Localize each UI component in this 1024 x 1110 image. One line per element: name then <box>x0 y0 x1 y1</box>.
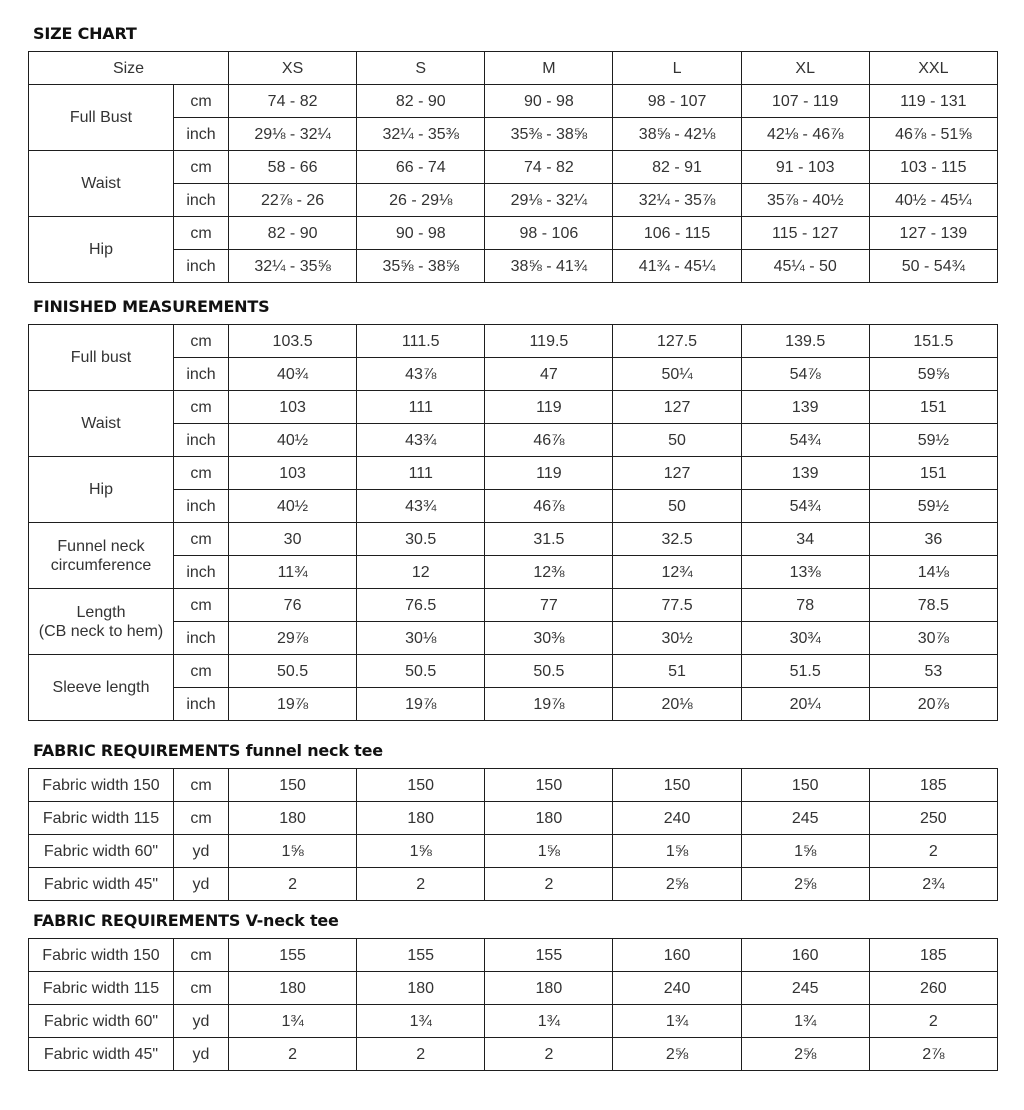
value-cell: 32¼ - 35⅞ <box>613 184 741 217</box>
fabric-funnel-table <box>28 768 998 901</box>
value-cell: 20⅛ <box>613 688 741 721</box>
measurement-label-line: Waist <box>81 415 121 432</box>
value-cell: 53 <box>869 655 997 688</box>
measurement-label <box>29 523 174 589</box>
value-cell: 46⅞ <box>485 490 613 523</box>
value-cell: 59⅝ <box>869 358 997 391</box>
value-cell: 1⅝ <box>741 835 869 868</box>
value-cell: 180 <box>229 972 357 1005</box>
value-cell: 119 <box>485 457 613 490</box>
value-cell: 30⅜ <box>485 622 613 655</box>
value-cell: 19⅞ <box>229 688 357 721</box>
unit-label: cm <box>174 769 229 802</box>
table-row <box>29 424 998 457</box>
value-cell: 22⅞ - 26 <box>229 184 357 217</box>
value-cell: 127 <box>613 391 741 424</box>
value-cell: 2 <box>869 835 997 868</box>
value-cell: 38⅝ - 42⅛ <box>613 118 741 151</box>
value-cell: 150 <box>741 769 869 802</box>
fabric-vneck-table <box>28 938 998 1071</box>
value-cell: 30¾ <box>741 622 869 655</box>
value-cell: 2⅝ <box>741 1038 869 1071</box>
value-cell: 115 - 127 <box>741 217 869 250</box>
value-cell: 155 <box>357 939 485 972</box>
value-cell: 20¼ <box>741 688 869 721</box>
table-row <box>29 622 998 655</box>
value-cell: 59½ <box>869 490 997 523</box>
value-cell: 12⅜ <box>485 556 613 589</box>
unit-label: yd <box>174 835 229 868</box>
table-row <box>29 391 998 424</box>
value-cell: 77.5 <box>613 589 741 622</box>
value-cell: 29⅛ - 32¼ <box>229 118 357 151</box>
value-cell: 29⅛ - 32¼ <box>485 184 613 217</box>
value-cell: 13⅜ <box>741 556 869 589</box>
value-cell: 30½ <box>613 622 741 655</box>
measurement-label <box>29 391 174 457</box>
unit-label: yd <box>174 1038 229 1071</box>
unit-label: cm <box>174 151 229 184</box>
fabric-width-label: Fabric width 60" <box>29 1005 174 1038</box>
value-cell: 185 <box>869 939 997 972</box>
table-row <box>29 868 998 901</box>
unit-label: cm <box>174 457 229 490</box>
fabric-vneck-title-main: FABRIC REQUIREMENTS <box>33 911 241 930</box>
value-cell: 260 <box>869 972 997 1005</box>
unit-label: inch <box>174 250 229 283</box>
finished-measurements-table <box>28 324 998 721</box>
value-cell: 40¾ <box>229 358 357 391</box>
value-cell: 1¾ <box>741 1005 869 1038</box>
measurement-label-line: circumference <box>50 556 152 574</box>
value-cell: 19⅞ <box>357 688 485 721</box>
table-row <box>29 325 998 358</box>
value-cell: 2⅞ <box>869 1038 997 1071</box>
value-cell: 36 <box>869 523 997 556</box>
fabric-vneck-title <box>33 911 339 930</box>
value-cell: 103.5 <box>229 325 357 358</box>
value-cell: 32¼ - 35⅜ <box>357 118 485 151</box>
value-cell: 1⅝ <box>229 835 357 868</box>
value-cell: 240 <box>613 972 741 1005</box>
measurement-label <box>29 589 174 655</box>
value-cell: 103 <box>229 391 357 424</box>
value-cell: 240 <box>613 802 741 835</box>
value-cell: 1¾ <box>357 1005 485 1038</box>
unit-label: inch <box>174 424 229 457</box>
value-cell: 2⅝ <box>613 868 741 901</box>
value-cell: 1⅝ <box>485 835 613 868</box>
table-row <box>29 835 998 868</box>
value-cell: 35⅜ - 38⅝ <box>485 118 613 151</box>
value-cell: 139 <box>741 391 869 424</box>
value-cell: 150 <box>613 769 741 802</box>
value-cell: 180 <box>357 802 485 835</box>
value-cell: 1⅝ <box>357 835 485 868</box>
measurement-label-line: Funnel neck <box>57 537 145 555</box>
value-cell: 250 <box>869 802 997 835</box>
value-cell: 98 - 107 <box>613 85 741 118</box>
value-cell: 29⅞ <box>229 622 357 655</box>
table-row <box>29 939 998 972</box>
value-cell: 30⅞ <box>869 622 997 655</box>
value-cell: 50 <box>613 490 741 523</box>
value-cell: 31.5 <box>485 523 613 556</box>
value-cell: 127 <box>613 457 741 490</box>
unit-label: cm <box>174 972 229 1005</box>
finished-measurements-title: FINISHED MEASUREMENTS <box>33 297 270 316</box>
value-cell: 185 <box>869 769 997 802</box>
unit-label: inch <box>174 118 229 151</box>
table-row <box>29 589 998 622</box>
value-cell: 45¼ - 50 <box>741 250 869 283</box>
table-row <box>29 1038 998 1071</box>
value-cell: 14⅛ <box>869 556 997 589</box>
fabric-width-label: Fabric width 45" <box>29 1038 174 1071</box>
value-cell: 155 <box>485 939 613 972</box>
size-header-s: S <box>357 52 485 85</box>
value-cell: 43¾ <box>357 424 485 457</box>
value-cell: 139 <box>741 457 869 490</box>
value-cell: 40½ <box>229 490 357 523</box>
value-cell: 43⅞ <box>357 358 485 391</box>
value-cell: 245 <box>741 972 869 1005</box>
fabric-vneck-title-suffix: V-neck tee <box>245 911 339 930</box>
value-cell: 42⅛ - 46⅞ <box>741 118 869 151</box>
fabric-width-label: Fabric width 150 <box>29 939 174 972</box>
unit-label: inch <box>174 556 229 589</box>
table-row <box>29 1005 998 1038</box>
fabric-width-label: Fabric width 115 <box>29 972 174 1005</box>
measurement-label-line: Sleeve length <box>52 679 150 696</box>
measurement-label-line: Full bust <box>70 349 132 366</box>
value-cell: 12 <box>357 556 485 589</box>
size-header-xl: XL <box>741 52 869 85</box>
value-cell: 151.5 <box>869 325 997 358</box>
table-row <box>29 655 998 688</box>
value-cell: 74 - 82 <box>485 151 613 184</box>
value-cell: 50 - 54¾ <box>869 250 997 283</box>
size-header-label: Size <box>29 52 229 85</box>
table-row <box>29 358 998 391</box>
value-cell: 51.5 <box>741 655 869 688</box>
value-cell: 155 <box>229 939 357 972</box>
value-cell: 46⅞ <box>485 424 613 457</box>
table-row <box>29 217 998 250</box>
value-cell: 12¾ <box>613 556 741 589</box>
table-row <box>29 85 998 118</box>
unit-label: cm <box>174 523 229 556</box>
unit-label: cm <box>174 802 229 835</box>
table-row <box>29 802 998 835</box>
value-cell: 50¼ <box>613 358 741 391</box>
value-cell: 40½ - 45¼ <box>869 184 997 217</box>
value-cell: 2 <box>229 868 357 901</box>
unit-label: inch <box>174 622 229 655</box>
unit-label: cm <box>174 217 229 250</box>
value-cell: 77 <box>485 589 613 622</box>
value-cell: 160 <box>741 939 869 972</box>
value-cell: 76.5 <box>357 589 485 622</box>
measurement-label: Waist <box>29 151 174 217</box>
value-cell: 90 - 98 <box>485 85 613 118</box>
unit-label: inch <box>174 490 229 523</box>
value-cell: 46⅞ - 51⅝ <box>869 118 997 151</box>
value-cell: 54⅞ <box>741 358 869 391</box>
value-cell: 151 <box>869 457 997 490</box>
value-cell: 82 - 91 <box>613 151 741 184</box>
fabric-width-label: Fabric width 45" <box>29 868 174 901</box>
value-cell: 30 <box>229 523 357 556</box>
unit-label: cm <box>174 325 229 358</box>
value-cell: 30⅛ <box>357 622 485 655</box>
value-cell: 245 <box>741 802 869 835</box>
value-cell: 50.5 <box>485 655 613 688</box>
value-cell: 111.5 <box>357 325 485 358</box>
measurement-label <box>29 457 174 523</box>
fabric-funnel-title-main: FABRIC REQUIREMENTS <box>33 741 241 760</box>
value-cell: 47 <box>485 358 613 391</box>
value-cell: 40½ <box>229 424 357 457</box>
measurement-label-line: Length <box>76 603 126 621</box>
value-cell: 2 <box>485 868 613 901</box>
value-cell: 78.5 <box>869 589 997 622</box>
value-cell: 151 <box>869 391 997 424</box>
fabric-width-label: Fabric width 150 <box>29 769 174 802</box>
value-cell: 1⅝ <box>613 835 741 868</box>
value-cell: 59½ <box>869 424 997 457</box>
table-row <box>29 118 998 151</box>
unit-label: cm <box>174 655 229 688</box>
table-row <box>29 688 998 721</box>
size-header-m: M <box>485 52 613 85</box>
table-row <box>29 769 998 802</box>
value-cell: 90 - 98 <box>357 217 485 250</box>
size-header-xs: XS <box>229 52 357 85</box>
value-cell: 103 - 115 <box>869 151 997 184</box>
value-cell: 127 - 139 <box>869 217 997 250</box>
measurement-label: Full Bust <box>29 85 174 151</box>
value-cell: 35⅞ - 40½ <box>741 184 869 217</box>
value-cell: 2⅝ <box>613 1038 741 1071</box>
table-row <box>29 250 998 283</box>
value-cell: 58 - 66 <box>229 151 357 184</box>
value-cell: 32¼ - 35⅝ <box>229 250 357 283</box>
table-row <box>29 523 998 556</box>
value-cell: 2 <box>357 868 485 901</box>
table-row <box>29 556 998 589</box>
value-cell: 2¾ <box>869 868 997 901</box>
fabric-funnel-title-suffix: funnel neck tee <box>245 741 383 760</box>
value-cell: 127.5 <box>613 325 741 358</box>
unit-label: yd <box>174 868 229 901</box>
value-cell: 150 <box>357 769 485 802</box>
value-cell: 180 <box>485 802 613 835</box>
value-cell: 98 - 106 <box>485 217 613 250</box>
value-cell: 160 <box>613 939 741 972</box>
value-cell: 76 <box>229 589 357 622</box>
value-cell: 54¾ <box>741 424 869 457</box>
measurement-label <box>29 325 174 391</box>
unit-label: cm <box>174 589 229 622</box>
value-cell: 150 <box>485 769 613 802</box>
value-cell: 106 - 115 <box>613 217 741 250</box>
value-cell: 2 <box>869 1005 997 1038</box>
size-header-l: L <box>613 52 741 85</box>
unit-label: cm <box>174 391 229 424</box>
value-cell: 43¾ <box>357 490 485 523</box>
value-cell: 139.5 <box>741 325 869 358</box>
measurement-label-line: (CB neck to hem) <box>38 622 164 640</box>
value-cell: 111 <box>357 457 485 490</box>
value-cell: 50.5 <box>357 655 485 688</box>
unit-label: inch <box>174 358 229 391</box>
table-row <box>29 457 998 490</box>
unit-label: inch <box>174 184 229 217</box>
table-row <box>29 184 998 217</box>
value-cell: 11¾ <box>229 556 357 589</box>
value-cell: 119 - 131 <box>869 85 997 118</box>
value-cell: 20⅞ <box>869 688 997 721</box>
value-cell: 50 <box>613 424 741 457</box>
value-cell: 82 - 90 <box>229 217 357 250</box>
value-cell: 2 <box>357 1038 485 1071</box>
value-cell: 1¾ <box>613 1005 741 1038</box>
value-cell: 50.5 <box>229 655 357 688</box>
table-row <box>29 490 998 523</box>
size-chart-title: SIZE CHART <box>33 24 137 43</box>
value-cell: 66 - 74 <box>357 151 485 184</box>
value-cell: 34 <box>741 523 869 556</box>
value-cell: 2⅝ <box>741 868 869 901</box>
value-cell: 180 <box>357 972 485 1005</box>
value-cell: 180 <box>485 972 613 1005</box>
value-cell: 35⅝ - 38⅝ <box>357 250 485 283</box>
measurement-label-line: Hip <box>88 481 113 498</box>
value-cell: 82 - 90 <box>357 85 485 118</box>
size-header-xxl: XXL <box>869 52 997 85</box>
value-cell: 119 <box>485 391 613 424</box>
fabric-funnel-title <box>33 741 383 760</box>
measurement-label: Hip <box>29 217 174 283</box>
value-cell: 1¾ <box>229 1005 357 1038</box>
value-cell: 26 - 29⅛ <box>357 184 485 217</box>
table-row <box>29 972 998 1005</box>
value-cell: 150 <box>229 769 357 802</box>
value-cell: 41¾ - 45¼ <box>613 250 741 283</box>
value-cell: 32.5 <box>613 523 741 556</box>
value-cell: 1¾ <box>485 1005 613 1038</box>
value-cell: 74 - 82 <box>229 85 357 118</box>
fabric-width-label: Fabric width 115 <box>29 802 174 835</box>
fabric-width-label: Fabric width 60" <box>29 835 174 868</box>
value-cell: 51 <box>613 655 741 688</box>
value-cell: 78 <box>741 589 869 622</box>
value-cell: 103 <box>229 457 357 490</box>
value-cell: 2 <box>229 1038 357 1071</box>
value-cell: 2 <box>485 1038 613 1071</box>
value-cell: 107 - 119 <box>741 85 869 118</box>
value-cell: 30.5 <box>357 523 485 556</box>
table-row <box>29 151 998 184</box>
value-cell: 119.5 <box>485 325 613 358</box>
unit-label: inch <box>174 688 229 721</box>
unit-label: cm <box>174 939 229 972</box>
value-cell: 54¾ <box>741 490 869 523</box>
unit-label: cm <box>174 85 229 118</box>
size-header-row <box>29 52 998 85</box>
value-cell: 19⅞ <box>485 688 613 721</box>
value-cell: 111 <box>357 391 485 424</box>
unit-label: yd <box>174 1005 229 1038</box>
value-cell: 38⅝ - 41¾ <box>485 250 613 283</box>
value-cell: 180 <box>229 802 357 835</box>
measurement-label <box>29 655 174 721</box>
value-cell: 91 - 103 <box>741 151 869 184</box>
size-chart-table <box>28 51 998 283</box>
